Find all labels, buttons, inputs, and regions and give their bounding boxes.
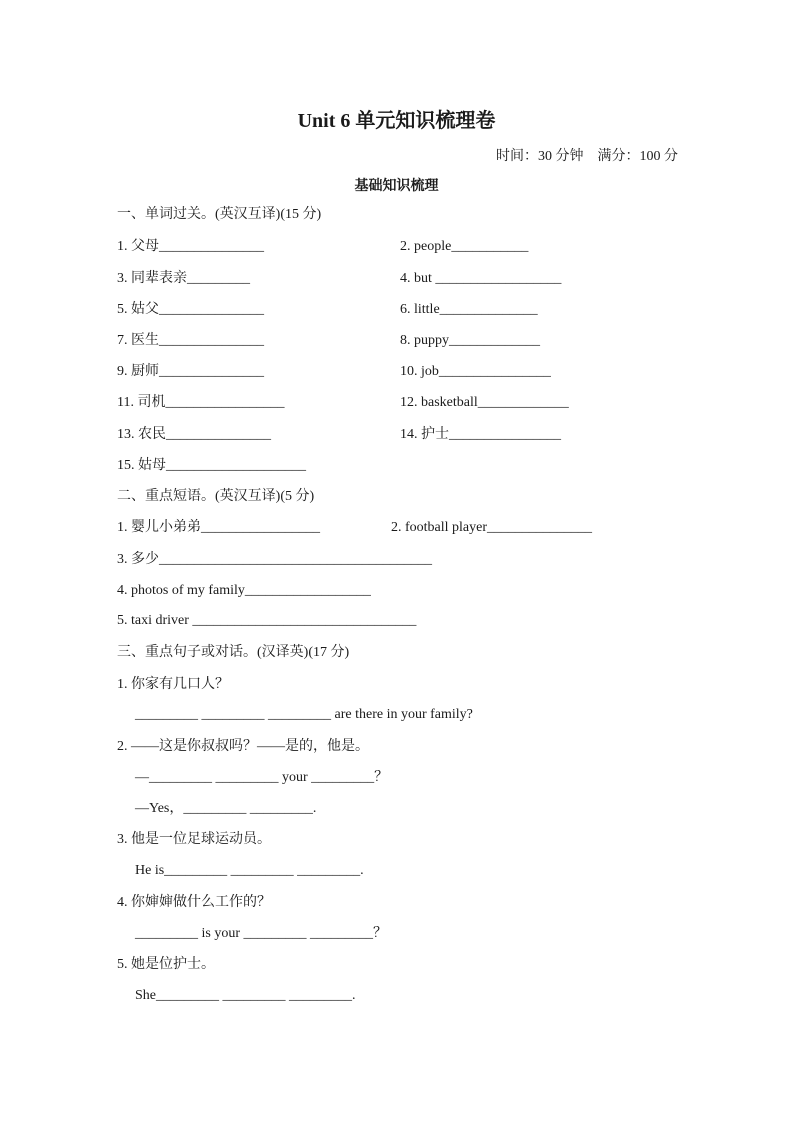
word-item: 8. puppy_____________: [400, 333, 540, 348]
phrase-item: 3. 多少_______________________________________: [117, 552, 432, 567]
sentence-answer: He is_________ _________ _________.: [135, 863, 364, 878]
section3-heading: 三、重点句子或对话。(汉译英)(17 分): [117, 645, 350, 660]
sentence-question: 4. 你婶婶做什么工作的？: [117, 895, 271, 910]
sentence-answer: _________ is your _________ _________？: [135, 926, 387, 941]
word-item: 15. 姑母____________________: [117, 458, 306, 473]
sentence-question: 1. 你家有几口人？: [117, 677, 229, 692]
phrase-item: 1. 婴儿小弟弟_________________: [117, 520, 320, 535]
word-item: 2. people___________: [400, 239, 529, 254]
word-item: 4. but __________________: [400, 271, 562, 286]
word-item: 5. 姑父_______________: [117, 302, 264, 317]
sentence-answer: _________ _________ _________ are there in your family?: [135, 707, 473, 722]
section-subtitle: 基础知识梳理: [354, 179, 439, 194]
sentence-question: 3. 他是一位足球运动员。: [117, 832, 271, 847]
word-item: 7. 医生_______________: [117, 333, 264, 348]
word-item: 6. little______________: [400, 302, 538, 317]
time-and-score: 时间：30 分钟 满分：100 分: [496, 149, 678, 164]
word-item: 14. 护士________________: [400, 427, 561, 442]
page-title: Unit 6 单元知识梳理卷: [297, 110, 496, 132]
sentence-question: 5. 她是位护士。: [117, 957, 215, 972]
word-item: 1. 父母_______________: [117, 239, 264, 254]
word-item: 13. 农民_______________: [117, 427, 271, 442]
phrase-item: 5. taxi driver ________________________________: [117, 613, 417, 628]
sentence-question: 2. ——这是你叔叔吗？——是的，他是。: [117, 739, 369, 754]
phrase-item: 2. football player_______________: [391, 520, 593, 535]
word-item: 3. 同辈表亲_________: [117, 271, 250, 286]
word-item: 11. 司机_________________: [117, 395, 285, 410]
sentence-answer: —Yes，_________ _________.: [135, 801, 317, 816]
sentence-answer: She_________ _________ _________.: [135, 988, 356, 1003]
phrase-item: 4. photos of my family__________________: [117, 583, 371, 598]
word-item: 10. job________________: [400, 364, 551, 379]
word-item: 9. 厨师_______________: [117, 364, 264, 379]
sentence-answer: —_________ _________ your _________？: [135, 770, 389, 785]
section2-heading: 二、重点短语。(英汉互译)(5 分): [117, 489, 315, 504]
word-item: 12. basketball_____________: [400, 395, 569, 410]
section1-heading: 一、单词过关。(英汉互译)(15 分): [117, 207, 322, 222]
